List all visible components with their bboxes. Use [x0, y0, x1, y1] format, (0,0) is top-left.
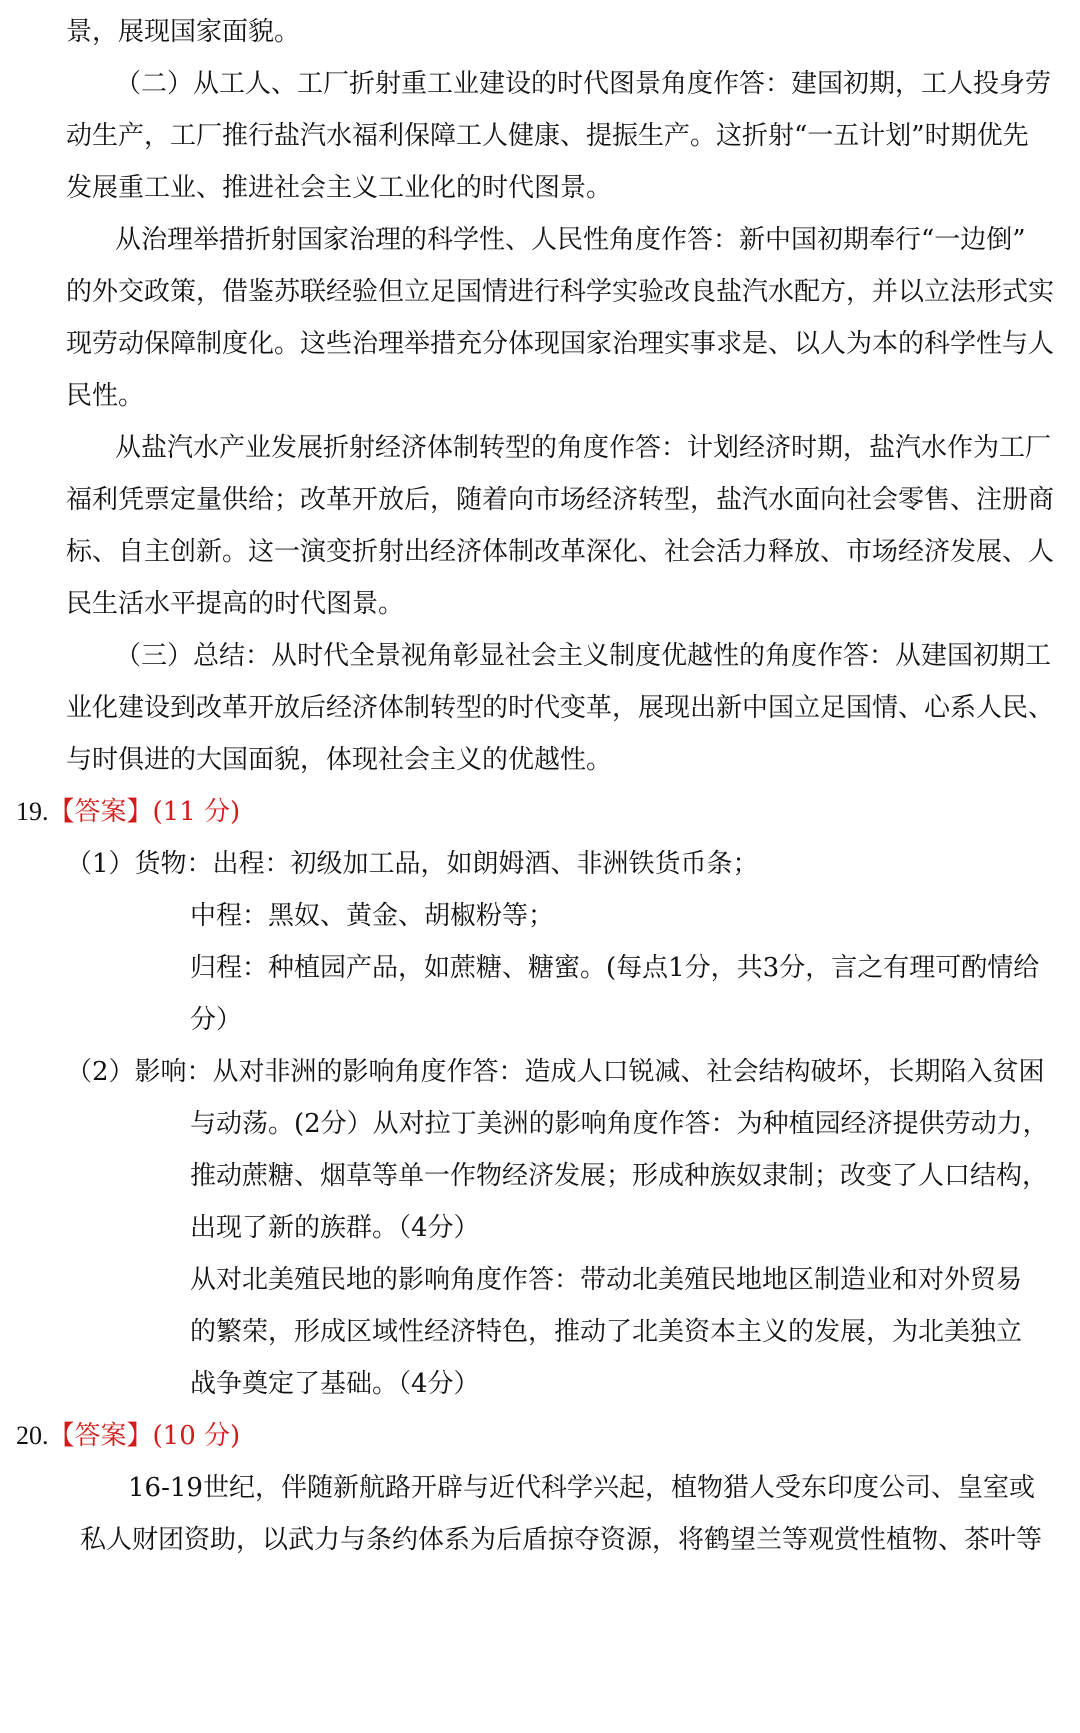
text-line: 现劳动保障制度化。这些治理举措充分体现国家治理实事求是、以人为本的科学性与人: [66, 329, 1055, 359]
text-line: （2）影响：从对非洲的影响角度作答：造成人口锐减、社会结构破坏，长期陷入贫困: [66, 1057, 1045, 1087]
text-line: 的外交政策，借鉴苏联经验但立足国情进行科学实验改良盐汽水配方，并以立法形式实: [66, 277, 1055, 307]
answer-tag: 【答案】: [48, 1421, 153, 1451]
text-line: 发展重工业、推进社会主义工业化的时代图景。: [66, 173, 613, 203]
score-label: (10 分): [152, 1421, 241, 1451]
text-line: 民性。: [66, 381, 145, 411]
text-line: 推动蔗糖、烟草等单一作物经济发展；形成种族奴隶制；改变了人口结构，: [190, 1161, 1049, 1191]
text-line: 民生活水平提高的时代图景。: [66, 589, 405, 619]
question-20-header: [16, 1419, 240, 1453]
question-number: 20.: [16, 1421, 49, 1450]
text-line: 从对北美殖民地的影响角度作答：带动北美殖民地地区制造业和对外贸易: [190, 1265, 1023, 1295]
text-line: 私人财团资助，以武力与条约体系为后盾掠夺资源，将鹤望兰等观赏性植物、茶叶等: [80, 1525, 1043, 1555]
text-line: 从盐汽水产业发展折射经济体制转型的角度作答：计划经济时期，盐汽水作为工厂: [115, 433, 1052, 463]
text-line: （1）货物：出程：初级加工品，如朗姆酒、非洲铁货币条；: [66, 849, 759, 879]
text-line: （三）总结：从时代全景视角彰显社会主义制度优越性的角度作答：从建国初期工: [115, 641, 1052, 671]
text-line: 战争奠定了基础。（4分）: [190, 1369, 480, 1399]
text-line: 与时俱进的大国面貌，体现社会主义的优越性。: [66, 745, 613, 775]
answer-tag: 【答案】: [48, 797, 153, 827]
text-line: 动生产，工厂推行盐汽水福利保障工人健康、提振生产。这折射“一五计划”时期优先: [66, 121, 1029, 151]
text-line: 与动荡。(2分）从对拉丁美洲的影响角度作答：为种植园经济提供劳动力，: [190, 1109, 1049, 1139]
text-line: 出现了新的族群。（4分）: [190, 1213, 480, 1243]
question-number: 19.: [16, 797, 49, 826]
text-line: 从治理举措折射国家治理的科学性、人民性角度作答：新中国初期奉行“一边倒”: [115, 225, 1026, 255]
text-line: 归程：种植园产品，如蔗糖、糖蜜。(每点1分，共3分，言之有理可酌情给: [190, 953, 1040, 983]
question-19-header: [16, 795, 240, 829]
text-line: 福利凭票定量供给；改革开放后，随着向市场经济转型，盐汽水面向社会零售、注册商: [66, 485, 1055, 515]
text-line: 标、自主创新。这一演变折射出经济体制改革深化、社会活力释放、市场经济发展、人: [66, 537, 1055, 567]
text-line: 分）: [190, 1005, 243, 1035]
text-line: （二）从工人、工厂折射重工业建设的时代图景角度作答：建国初期，工人投身劳: [115, 69, 1052, 99]
text-line: 业化建设到改革开放后经济体制转型的时代变革，展现出新中国立足国情、心系人民、: [66, 693, 1055, 723]
score-label: (11 分): [152, 797, 241, 827]
text-line: 中程：黑奴、黄金、胡椒粉等；: [190, 901, 555, 931]
text-line: 景，展现国家面貌。: [66, 17, 301, 47]
text-line: 16-19世纪，伴随新航路开辟与近代科学兴起，植物猎人受东印度公司、皇室或: [128, 1473, 1035, 1503]
text-line: 的繁荣，形成区域性经济特色，推动了北美资本主义的发展，为北美独立: [190, 1317, 1023, 1347]
